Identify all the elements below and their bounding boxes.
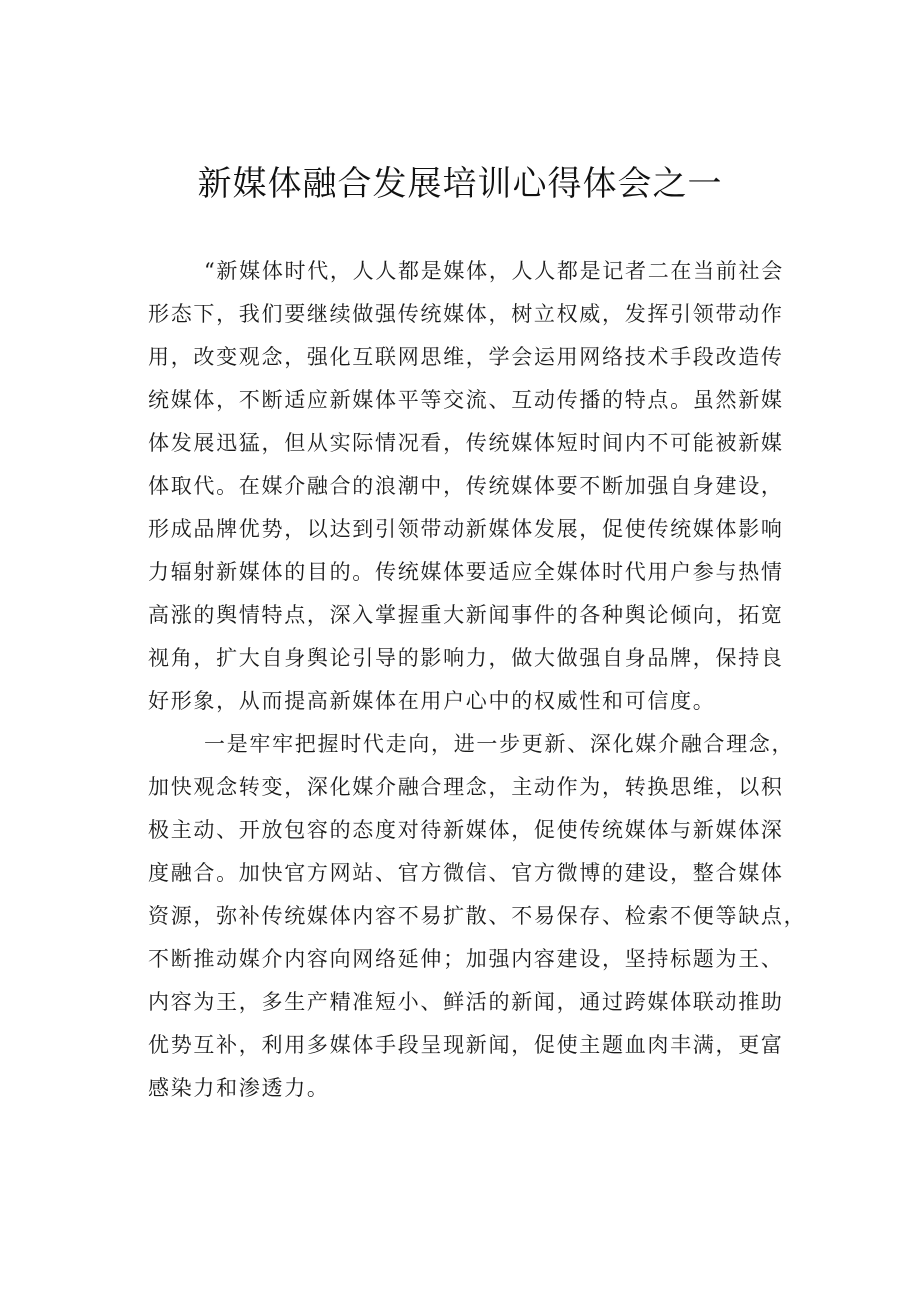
text-line: 体发展迅猛，但从实际情况看，传统媒体短时间内不可能被新媒 bbox=[148, 431, 784, 455]
text-line: 统媒体，不断适应新媒体平等交流、互动传播的特点。虽然新媒 bbox=[148, 388, 784, 412]
paragraph-1 bbox=[148, 250, 808, 723]
text-line: 度融合。加快官方网站、官方微信、官方微博的建设，整合媒体 bbox=[148, 861, 784, 885]
text-line: 不断推动媒介内容向网络延伸；加强内容建设，坚持标题为王、 bbox=[148, 947, 784, 971]
text-line: 极主动、开放包容的态度对待新媒体，促使传统媒体与新媒体深 bbox=[148, 818, 784, 842]
text-line: 形态下，我们要继续做强传统媒体，树立权威，发挥引领带动作 bbox=[148, 302, 784, 326]
text-line: 一是牢牢把握时代走向，进一步更新、深化媒介融合理念， bbox=[204, 732, 795, 756]
text-line: 体取代。在媒介融合的浪潮中，传统媒体要不断加强自身建设， bbox=[148, 474, 784, 498]
document-body bbox=[148, 250, 808, 1110]
document-title: 新媒体融合发展培训心得体会之一 bbox=[197, 164, 723, 204]
text-line: 视角，扩大自身舆论引导的影响力，做大做强自身品牌，保持良 bbox=[148, 646, 784, 670]
text-line: 高涨的舆情特点，深入掌握重大新闻事件的各种舆论倾向，拓宽 bbox=[148, 603, 784, 627]
text-line: 加快观念转变，深化媒介融合理念，主动作为，转换思维，以积 bbox=[148, 775, 784, 799]
text-line: 优势互补，利用多媒体手段呈现新闻，促使主题血肉丰满，更富 bbox=[148, 1033, 784, 1057]
text-line: 力辐射新媒体的目的。传统媒体要适应全媒体时代用户参与热情 bbox=[148, 560, 784, 584]
text-line: 用，改变观念，强化互联网思维，学会运用网络技术手段改造传 bbox=[148, 345, 784, 369]
text-line: 资源，弥补传统媒体内容不易扩散、不易保存、检索不便等缺点， bbox=[148, 904, 807, 928]
text-line: 形成品牌优势，以达到引领带动新媒体发展，促使传统媒体影响 bbox=[148, 517, 784, 541]
text-line: 好形象，从而提高新媒体在用户心中的权威性和可信度。 bbox=[148, 689, 716, 713]
text-line: 内容为王，多生产精准短小、鲜活的新闻，通过跨媒体联动推助 bbox=[148, 990, 784, 1014]
paragraph-2 bbox=[148, 723, 808, 1110]
text-line: “新媒体时代，人人都是媒体，人人都是记者二在当前社会 bbox=[204, 259, 784, 283]
text-line: 感染力和渗透力。 bbox=[148, 1076, 330, 1100]
